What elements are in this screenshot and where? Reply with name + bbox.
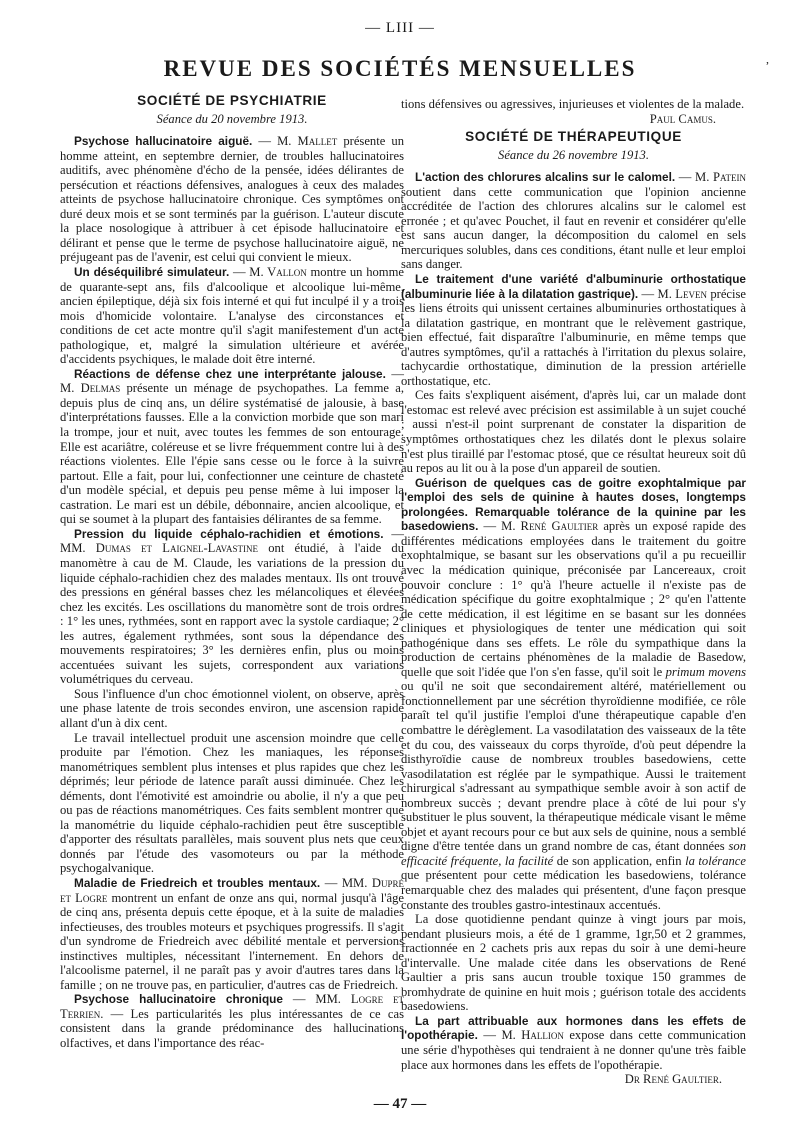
paragraph: Sous l'influence d'un choc émotionnel violent, on observe, après une phase latente de trois secondes environ, une ascension rapide allant d'un à dix cent. [60,686,404,730]
page-title: REVUE DES SOCIÉTÉS MENSUELLES [163,56,637,81]
paragraph: La dose quotidienne pendant quinze à vingt jours par mois, pendant plusieurs mois, a été de 1 gramme, 1gr,50 et 2 grammes, fractionnée en 2 cachets pris aux repas du soir à une demi-heure d'intervalle. Une malade citée dans les observations de René Gaultier a pris sans aucun trouble toxique 150 grammes de bromhydrate de quinine en huit mois ; guérison totale des accidents basedowiens. [401,912,746,1014]
abstract-albuminurie: Le traitement d'une variété d'albuminurie orthostatique (albuminurie liée à la dilatation gastrique). — M. Leven précise les liens étroits qui unissent certaines albuminuries orthostatiques à la dilatation gastrique, en montrant que le relèvement gastrique, bien effectué, fait disparaître l'albuminurie, en même temps que d'autres symptômes, qu'il a rattachés à l'irritation du plexus solaire, tachycardie orthostatique, diminution de la pression artérielle orthostatique, etc. [401,272,747,388]
section-date-therapeutique: Séance du 26 novembre 1913. [498,147,649,162]
margin-mark: , [766,52,769,66]
author-name: M. Delmas [60,381,121,396]
abstract-heading: Maladie de Friedreich et troubles mentaux. [74,875,321,890]
author-name: MM. Dumas et Laignel-Lavastine [60,541,259,556]
abstract-friedreich: Maladie de Friedreich et troubles mentaux. — MM. Dupré et Logre montrent un enfant de onze ans qui, normal jusqu'à l'âge de cinq ans, présenta depuis cette époque, et à la suite de maladies infectieuses, des troubles moteurs et psychiques progressifs. Il s'agit d'un syndrome de Friedreich avec débilité mentale et perversions instinctives multiples, nécessitant l'internement. En dehors de l'alcoolisme paternel, il ne paraît pas y avoir d'autres tares dans la famille ; on ne trouve pas, en particulier, d'autres cas de Friedreich. [60,875,404,992]
abstract-desequilibre: Un déséquilibré simulateur. — M. Vallon montre un homme de quarante-sept ans, fils d'alcoolique et alcoolique lui-même, ancien épileptique, déjà six fois interné et qui fut inculpé il y a trois mois d'homicide volontaire. L'analyse des circonstances et conditions de cet acte montre qu'il s'agit manifestement d'un acte pathologique, et, malgré la simulation ultérieure et avérée d'accidents psychiques, le malade doit être interné. [60,265,404,367]
abstract-pression-lcr: Pression du liquide céphalo-rachidien et émotions. — MM. Dumas et Laignel-Lavastine ont étudié, à l'aide du manomètre à cau de M. Claude, les variations de la pression du liquide céphalo-rachidien chez des malades mentaux. Ils ont trouvé des pressions en général basses chez les mélancoliques et élevées chez les excités. Les oscillations du manomètre sont de trois ordres : 1° les unes, rythmées, sont en rapport avec la systole cardiaque; 2° les autres, également rythmées, sont sous la dépendance des mouvements respiratoires; 3° les dernières enfin, plus ou moins accentuées suivant les sujets, correspondent aux variations volumétriques du cerveau. [60,526,404,687]
author-name: M. Mallet [277,134,338,149]
abstract-heading: Psychose hallucinatoire aiguë. [74,134,253,149]
roman-page-number: — LIII — [365,20,435,36]
abstract-heading: Réactions de défense chez une interprétante jalouse. [74,366,386,381]
abstract-heading: L'action des chlorures alcalins sur le calomel. [415,170,676,185]
author-name: MM. Logre et Terrien. [60,992,405,1021]
paragraph: Ces faits s'expliquent aisément, d'après lui, car un malade dont l'estomac est relevé avec précision est assimilable à un sujet couché ; aussi n'est-il point surprenant de constater la disparition de symptômes orthostatiques chez les dilatés dont le plexus solaire n'est plus tiraillé par l'estomac ptosé, que ce résultat heureux soit dû au repos au lit ou à la pose d'un appareil de soutien. [401,388,746,476]
author-name: M. René Gaultier [501,519,599,534]
section-title-therapeutique: SOCIÉTÉ DE THÉRAPEUTIQUE [465,129,682,145]
abstract-heading: Le traitement d'une variété d'albuminurie orthostatique (albuminurie liée à la dilatation gastrique). [401,272,746,301]
section-title-psychiatrie: SOCIÉTÉ DE PSYCHIATRIE [137,93,327,108]
signature: Paul Camus. [649,111,716,126]
author-name: MM. Dupré et Logre [60,875,404,905]
abstract-heading: Pression du liquide céphalo-rachidien et émotions. [74,526,384,541]
section-date-psychiatrie: Séance du 20 novembre 1913. [156,111,308,126]
signature: Dr René Gaultier. [624,1072,722,1087]
abstract-calomel: L'action des chlorures alcalins sur le calomel. — M. Patein soutient dans cette communication que l'opinion ancienne accréditée de l'action des chlorures alcalins sur le calomel est erronée ; et qu'avec Pouchet, il faut en revenir et considérer qu'elle est sans aucun danger, la décomposition du calomel en sels mercuriques solubles, dans ces conditions, étant nulle et leur emploi sans danger. [401,170,746,272]
continued-text: tions défensives ou agressives, injurieuses et violentes de la malade. [401,97,745,111]
author-name: M. Leven [657,286,707,301]
author-name: M. Vallon [249,265,307,280]
left-column [60,94,404,1051]
abstract-hormones: La part attribuable aux hormones dans les effets de l'opothérapie. — M. Hallion expose dans cette communication une série d'hypothèses qui tendraient à ne donner qu'une très faible place aux hormones dans les effets de l'opothérapie. [401,1013,746,1072]
abstract-heading: Un déséquilibré simulateur. [74,265,230,280]
abstract-jalouse: Réactions de défense chez une interprétante jalouse. — M. Delmas présente un ménage de psychopathes. La femme a, depuis plus de cinq ans, un délire systématisé de jalousie, à base d'interprétations fausses. Elle a la conviction morbide que son mari la trompe, jour et nuit, avec toutes les femmes de son entourage. Elle est acariâtre, coléreuse et se livre fréquemment contre lui à des réactions violentes. Elle l'épie sans cesse ou le force à la suivre partout. Elle a fait, pour lui, confectionner une ceinture de chasteté d'un modèle spécial, et depuis peu pense même à lui imposer la castration. Le mari est un débile, débonnaire, ancien alcoolique, et qui se soumet à la plupart des fantaisies délirantes de sa femme. [60,366,404,527]
right-column [401,97,746,1087]
abstract-goitre: Guérison de quelques cas de goitre exophtalmique par l'emploi des sels de quinine à hautes doses, longtemps prolongées. Remarquable tolérance de la quinine par les basedowiens. — M. René Gaultier après un exposé rapide des différentes médications employées dans le traitement du goitre exophtalmique, se basant sur les observations qu'il a pu recueillir avec la médication quinique, préconisée par Lancereaux, croit pouvoir conclure : 1° qu'à l'heure actuelle il n'existe pas de médication spécifique du goitre exophtalmique ; 2° qu'en l'attente de cette médication, il est légitime en se basant sur les données cliniques et physiologiques de tenter une médication qui soit pathogénique dans ses effets. Le rôle du sympathique dans la production de certains phénomènes de la maladie de Basedow, quelle que soit l'idée que l'on s'en fasse, qu'il soit le primum movens ou qu'il ne soit que secondairement altéré, matériellement ou fonctionnellement par une sécrétion thyroïdienne modifiée, ce rôle paraît tel qu'il justifie l'emploi d'une thérapeutique capable d'en combattre le dérèglement. La vasodilatation des vaisseaux de la tête et du cou, des vaisseaux du corps thyroïde, d'où peut dépendre la disthyroïdie cause de nombreux troubles basedowiens, cette vasodilatation est réglée par le sympathique. Aussi le traitement chirurgical s'adressant au sympathique semble avoir à son actif de nombreux succès ; devant prendre place à côté de lui pour s'y substituer le plus souvent, la thérapeutique médicale visant le même objet et ayant recours pour ce but aux sels de quinine, nous a semblé digne d'être tentée dans un grand nombre de cas, étant données son efficacité fréquente, la facilité de son application, enfin la tolérance que présentent pour cette médication les basedowiens, tolérance remarquable chez des malades qui présentent, d'une façon presque constante des troubles gastro-intestinaux accentués. [401,475,747,912]
abstract-heading: La part attribuable aux hormones dans les effets de l'opothérapie. [401,1013,746,1043]
page-number: — 47 — [373,1096,427,1112]
abstract-heading: Psychose hallucinatoire chronique [74,992,283,1007]
abstract-heading: Guérison de quelques cas de goitre exophtalmique par l'emploi des sels de quinine à hautes doses, longtemps prolongées. Remarquable tolérance de la quinine par les basedowiens. [401,475,746,534]
paragraph: Le travail intellectuel produit une ascension moindre que celle produite par l'émotion. Chez les maniaques, les réponses manométriques semblent plus intenses et plus rapides que chez les déprimés; leur période de latence paraît aussi diminuée. Chez les déments, dont l'émotivité est amoindrie ou abolie, il n'y a que peu ou pas de réactions manométriques. Ces faits semblent montrer que la manométrie du liquide céphalo-rachidien peut être susceptible d'apporter des résultats parallèles, mais souvent plus nets que ceux donnés par l'étude des vasomoteurs ou par la méthode psychogalvanique. [60,730,404,876]
abstract-psychose-aigue: Psychose hallucinatoire aiguë. — M. Mallet présente un homme atteint, en septembre dernier, de troubles hallucinatoires auditifs, avec phénomène d'écho de la pensée, idées délirantes de persécution et réactions défensives, analogues à ceux des malades atteints de psychose hallucinatoire chronique. Ces symptômes ont duré deux mois et se sont terminés par la guérison. L'auteur discute la place nosologique à attribuer à cet épisode hallucinatoire et délirant et pense que le terme de psychose hallucinatoire aiguë, ne préjugeant pas de l'avenir, est celui qui convient le mieux. [60,134,404,265]
abstract-psychose-chronique: Psychose hallucinatoire chronique — MM. Logre et Terrien. — Les particularités les plus intéressantes de ce cas consistent dans la grande prédominance des hallucinations olfactives, et dans l'importance des réac- [60,992,405,1050]
author-name: M. Patein [695,170,746,185]
author-name: M. Hallion [501,1028,564,1043]
